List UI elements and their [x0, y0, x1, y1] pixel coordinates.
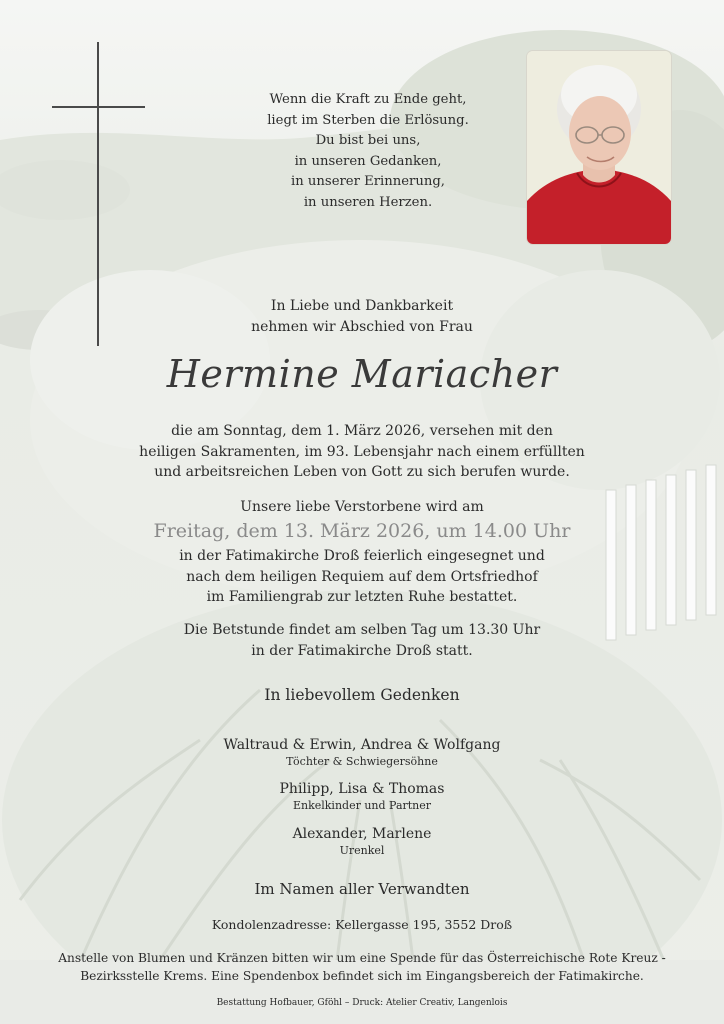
- poem-line: liegt im Sterben die Erlösung.: [267, 112, 469, 128]
- funeral-details: [0, 546, 724, 608]
- poem: [238, 90, 498, 214]
- footer-credits: Bestattung Hofbauer, Gföhl – Druck: Atelier Creativ, Langenlois: [216, 998, 508, 1008]
- gedenken-heading: In liebevollem Gedenken: [264, 686, 460, 704]
- family-names: Philipp, Lisa & Thomas: [279, 781, 445, 797]
- family-group: [0, 781, 724, 812]
- portrait-photo: [527, 51, 671, 244]
- family-relation: Urenkel: [339, 844, 385, 857]
- funeral-intro: Unsere liebe Verstorbene wird am: [240, 499, 484, 515]
- poem-line: Du bist bei uns,: [315, 133, 421, 149]
- relatives-line: Im Namen aller Verwandten: [254, 880, 470, 898]
- prayer-hour-line: Die Betstunde findet am selben Tag um 13.30 Uhr: [183, 622, 541, 638]
- family-names: Alexander, Marlene: [292, 826, 432, 842]
- donation-line: Bezirksstelle Krems. Eine Spendenbox befindet sich im Eingangsbereich der Fatimakirche.: [80, 969, 644, 983]
- deceased-name: Hermine Mariacher: [166, 352, 558, 396]
- intro-line: nehmen wir Abschied von Frau: [251, 318, 473, 335]
- death-notice-line: heiligen Sakramenten, im 93. Lebensjahr nach einem erfüllten: [139, 443, 585, 460]
- family-relation: Töchter & Schwiegersöhne: [286, 755, 438, 768]
- family-names: Waltraud & Erwin, Andrea & Wolfgang: [223, 737, 501, 753]
- intro-text: [0, 296, 724, 337]
- family-group: [0, 737, 724, 768]
- death-notice-line: die am Sonntag, dem 1. März 2026, versehen mit den: [171, 423, 553, 439]
- family-group: [0, 826, 724, 857]
- family-relation: Enkelkinder und Partner: [292, 799, 432, 812]
- poem-line: in unseren Gedanken,: [294, 153, 442, 169]
- poem-line: in unserer Erinnerung,: [291, 174, 445, 190]
- funeral-details-line: nach dem heiligen Requiem auf dem Ortsfriedhof: [186, 568, 538, 585]
- funeral-details-line: im Familiengrab zur letzten Ruhe bestattet.: [206, 589, 518, 605]
- funeral-details-line: in der Fatimakirche Droß feierlich eingesegnet und: [179, 548, 545, 564]
- death-notice: [0, 421, 724, 483]
- death-notice-line: und arbeitsreichen Leben von Gott zu sich berufen wurde.: [154, 464, 570, 480]
- cross-horizontal-bar: [52, 106, 145, 108]
- prayer-hour-line: in der Fatimakirche Droß statt.: [251, 642, 473, 659]
- prayer-hour: [0, 620, 724, 661]
- poem-line: in unseren Herzen.: [303, 194, 433, 210]
- intro-line: In Liebe und Dankbarkeit: [270, 298, 454, 314]
- poem-line: Wenn die Kraft zu Ende geht,: [269, 92, 467, 107]
- condolence-address: Kondolenzadresse: Kellergasse 195, 3552 Droß: [211, 917, 513, 932]
- donation-note: [0, 949, 724, 985]
- donation-line: Anstelle von Blumen und Kränzen bitten wir um eine Spende für das Österreichische Rote Kreuz -: [58, 951, 666, 965]
- funeral-date: Freitag, dem 13. März 2026, um 14.00 Uhr: [153, 520, 571, 542]
